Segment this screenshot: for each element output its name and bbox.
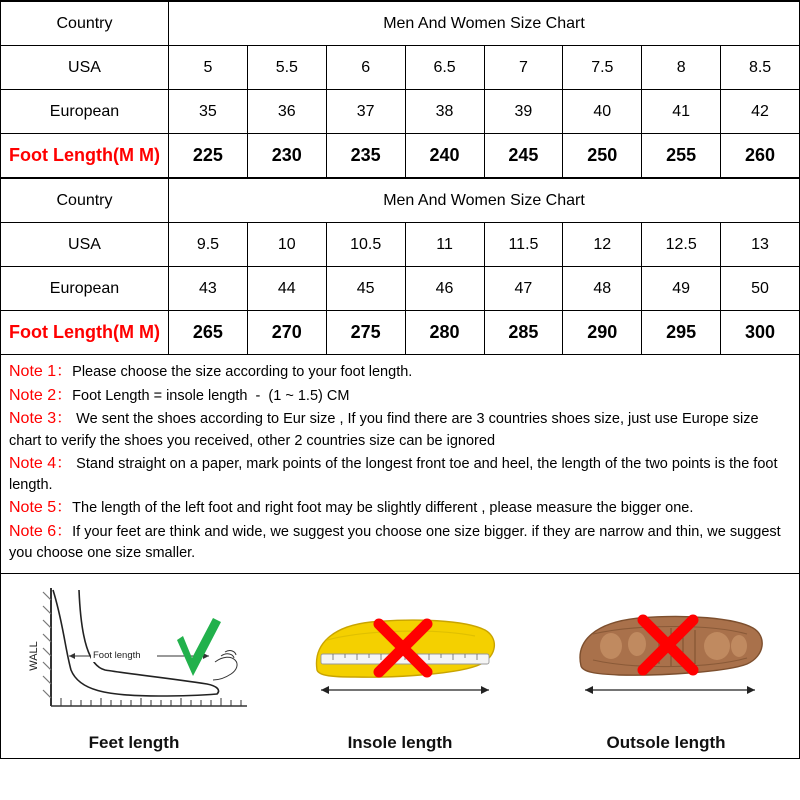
- size-chart-table-2: [0, 178, 800, 355]
- cell-european: 40: [563, 90, 642, 134]
- cell-usa: 12.5: [642, 223, 721, 267]
- cell-usa: 7.5: [563, 46, 642, 90]
- cell-usa: 6: [326, 46, 405, 90]
- chart-title: Men And Women Size Chart: [169, 2, 800, 46]
- cell-usa: 11.5: [484, 223, 563, 267]
- row-label-usa: USA: [1, 223, 169, 267]
- cell-foot-length: 295: [642, 311, 721, 355]
- table-row: [1, 46, 800, 90]
- cell-usa: 5: [169, 46, 248, 90]
- note-body: Please choose the size according to your foot length.: [72, 364, 413, 380]
- cell-foot-length: 290: [563, 311, 642, 355]
- note-tag: Note 2：: [9, 386, 73, 404]
- cell-foot-length: 300: [721, 311, 800, 355]
- cell-european: 47: [484, 267, 563, 311]
- row-label-foot-length: Foot Length(M M): [1, 134, 169, 178]
- note-item: [9, 385, 791, 408]
- row-label-usa: USA: [1, 46, 169, 90]
- cell-usa: 10: [247, 223, 326, 267]
- table-row: [1, 223, 800, 267]
- illustration-row: [0, 574, 800, 759]
- note-body: The length of the left foot and right foot may be slightly different , please measure the bigger one.: [72, 500, 694, 517]
- note-item: [9, 497, 791, 520]
- cell-usa: 13: [721, 223, 800, 267]
- table-row: [1, 90, 800, 134]
- cell-usa: 7: [484, 46, 563, 90]
- cell-european: 38: [405, 90, 484, 134]
- illustration-insole-length: [267, 574, 533, 758]
- cell-foot-length: 270: [247, 311, 326, 355]
- wall-label: WALL: [28, 641, 40, 671]
- illustration-feet-length: [1, 574, 267, 758]
- note-tag: Note 5：: [9, 499, 73, 517]
- cell-foot-length: 280: [405, 311, 484, 355]
- note-tag: Note 1：: [9, 363, 73, 380]
- size-chart-table-1: [0, 1, 800, 178]
- cell-usa: 8.5: [721, 46, 800, 90]
- table-row: [1, 311, 800, 355]
- illustration-caption: Feet length: [88, 733, 180, 753]
- insole-diagram: [275, 578, 525, 728]
- cell-usa: 8: [642, 46, 721, 90]
- cell-european: 50: [721, 267, 800, 311]
- cell-foot-length: 260: [721, 134, 800, 178]
- note-body: If your feet are think and wide, we suggest you choose one size bigger. if they are narrow and thin, we suggest you choose one size smaller.: [9, 523, 781, 562]
- cell-foot-length: 235: [326, 134, 405, 178]
- cell-european: 36: [247, 90, 326, 134]
- note-body: We sent the shoes according to Eur size , If you find there are 3 countries shoes size, just use Europe size chart to verify the shoes you received, other 2 countries size can be ignored: [9, 411, 759, 450]
- note-tag: Note 4：: [9, 454, 73, 472]
- outsole-diagram: [541, 578, 791, 728]
- illustration-caption: Outsole length: [606, 733, 726, 753]
- cell-usa: 9.5: [169, 223, 248, 267]
- cell-european: 39: [484, 90, 563, 134]
- cell-european: 46: [405, 267, 484, 311]
- cell-european: 45: [326, 267, 405, 311]
- cell-foot-length: 245: [484, 134, 563, 178]
- row-label-country: Country: [1, 2, 169, 46]
- cell-usa: 12: [563, 223, 642, 267]
- cell-european: 43: [169, 267, 248, 311]
- table-row: [1, 267, 800, 311]
- note-item: [9, 453, 791, 496]
- note-item: [9, 408, 791, 451]
- cell-usa: 5.5: [247, 46, 326, 90]
- notes-section: [0, 355, 800, 574]
- row-label-country: Country: [1, 179, 169, 223]
- cell-european: 37: [326, 90, 405, 134]
- chart-title: Men And Women Size Chart: [169, 179, 800, 223]
- foot-measure-diagram: [9, 578, 259, 728]
- illustration-caption: Insole length: [347, 733, 453, 753]
- cell-usa: 11: [405, 223, 484, 267]
- note-tag: Note 3：: [9, 410, 73, 428]
- cell-european: 42: [721, 90, 800, 134]
- table-row: [1, 2, 800, 46]
- cell-foot-length: 275: [326, 311, 405, 355]
- cell-foot-length: 250: [563, 134, 642, 178]
- note-body: Stand straight on a paper, mark points of the longest front toe and heel, the length of the two points is the foot length.: [9, 455, 778, 494]
- check-mark-icon: [177, 618, 221, 676]
- cell-foot-length: 255: [642, 134, 721, 178]
- note-item: [9, 521, 791, 564]
- cell-european: 44: [247, 267, 326, 311]
- note-body: Foot Length = insole length - (1 ~ 1.5) CM: [72, 387, 350, 404]
- row-label-european: European: [1, 90, 169, 134]
- cell-usa: 10.5: [326, 223, 405, 267]
- cell-european: 49: [642, 267, 721, 311]
- cell-european: 35: [169, 90, 248, 134]
- cell-usa: 6.5: [405, 46, 484, 90]
- illustration-outsole-length: [533, 574, 799, 758]
- table-row: [1, 134, 800, 178]
- note-item: [9, 361, 791, 384]
- row-label-european: European: [1, 267, 169, 311]
- note-tag: Note 6：: [9, 522, 73, 540]
- cell-european: 41: [642, 90, 721, 134]
- table-row: [1, 179, 800, 223]
- row-label-foot-length: Foot Length(M M): [1, 311, 169, 355]
- cell-foot-length: 225: [169, 134, 248, 178]
- cell-foot-length: 240: [405, 134, 484, 178]
- foot-length-label: Foot length: [93, 650, 141, 662]
- cell-foot-length: 230: [247, 134, 326, 178]
- cell-foot-length: 285: [484, 311, 563, 355]
- cell-european: 48: [563, 267, 642, 311]
- cell-foot-length: 265: [169, 311, 248, 355]
